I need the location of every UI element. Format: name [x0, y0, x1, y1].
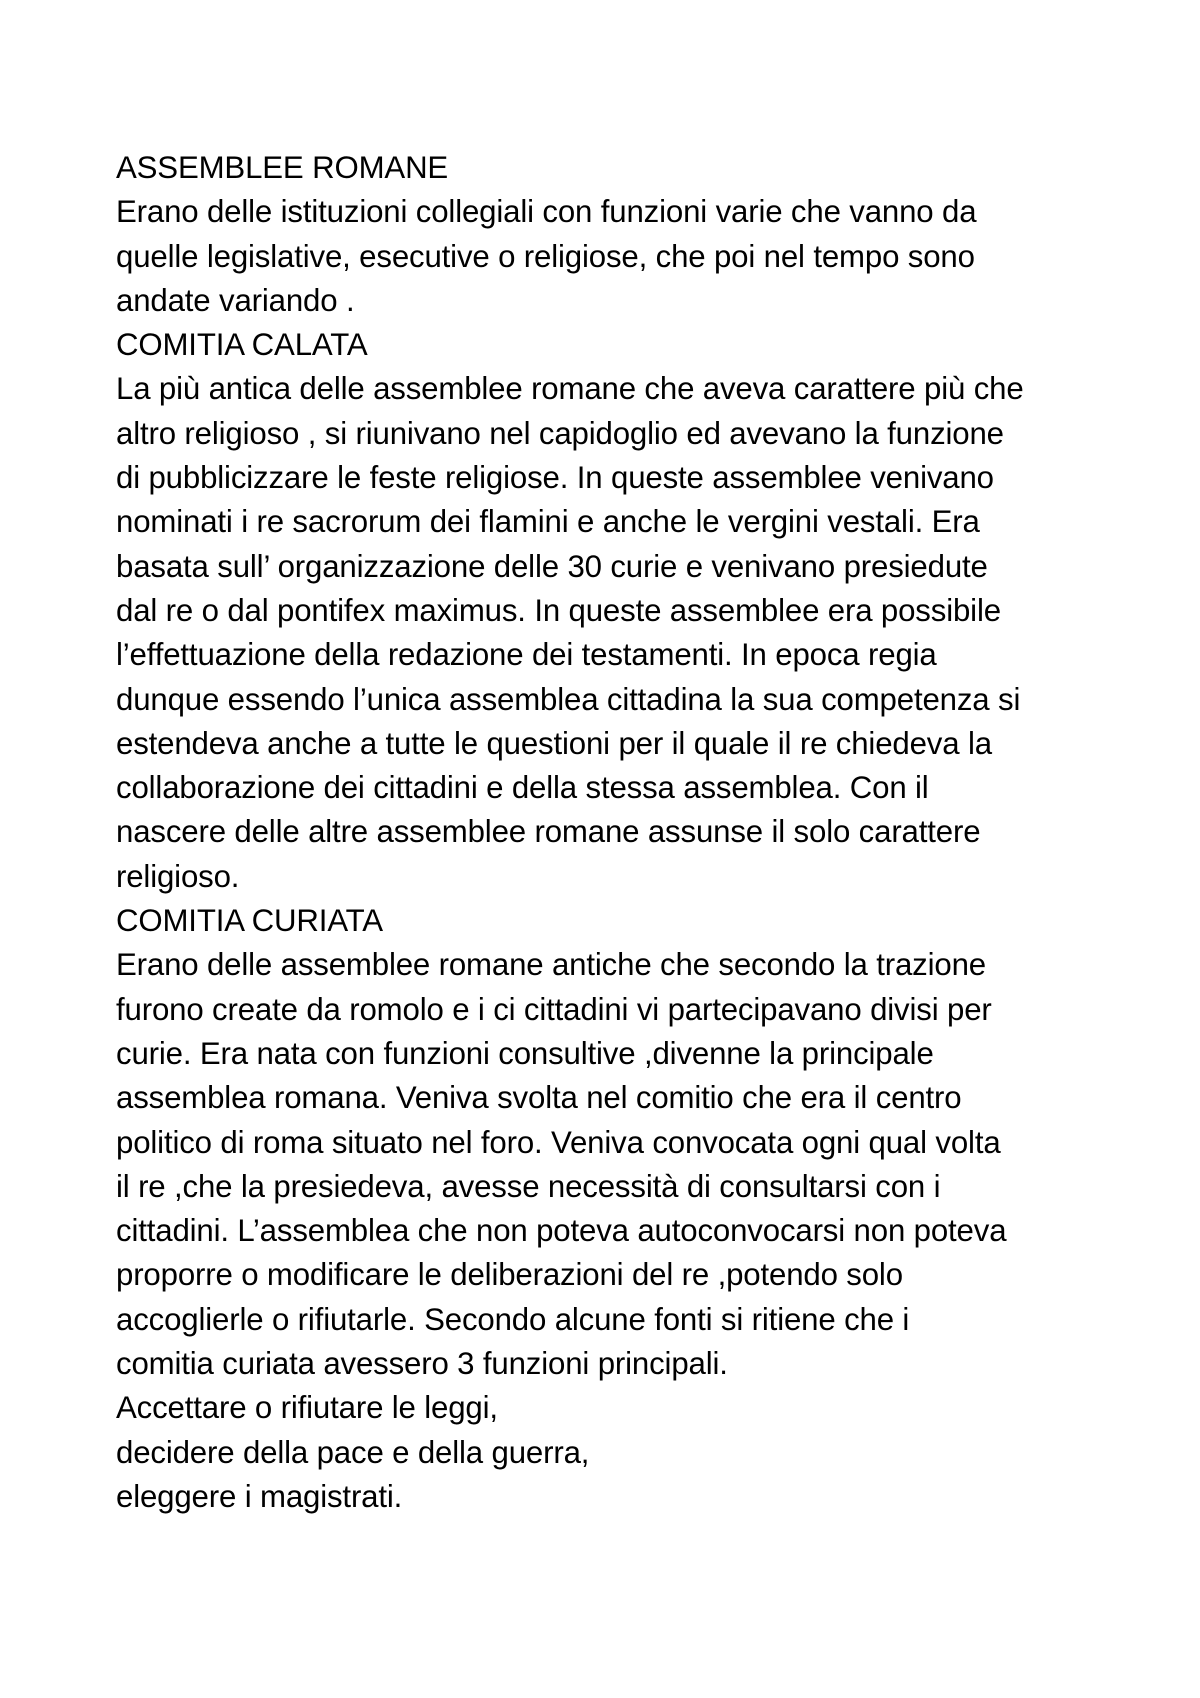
document-body	[116, 146, 1116, 1519]
heading-assemblee-romane: ASSEMBLEE ROMANE	[116, 150, 449, 185]
heading-comitia-curiata: COMITIA CURIATA	[116, 903, 383, 939]
text-line: politico di roma situato nel foro. Veniva convocata ogni qual volta	[116, 1124, 1001, 1160]
text-line: dal re o dal pontifex maximus. In queste assemblee era possibile	[116, 592, 1001, 628]
text-line: furono create da romolo e i ci cittadini vi partecipavano divisi per	[116, 991, 992, 1027]
text-line: accoglierle o rifiutarle. Secondo alcune fonti si ritiene che i	[116, 1301, 910, 1337]
text-line: religioso.	[116, 858, 240, 894]
text-line: estendeva anche a tutte le questioni per il quale il re chiedeva la	[116, 725, 992, 761]
text-line: comitia curiata avessero 3 funzioni principali.	[116, 1346, 728, 1382]
text-line: assemblea romana. Veniva svolta nel comitio che era il centro	[116, 1080, 962, 1116]
text-line: di pubblicizzare le feste religiose. In queste assemblee venivano	[116, 460, 994, 496]
list-item-leggi: Accettare o rifiutare le leggi,	[116, 1390, 498, 1426]
text-line: proporre o modificare le deliberazioni del re ,potendo solo	[116, 1257, 903, 1293]
text-line: basata sull’ organizzazione delle 30 curie e venivano presiedute	[116, 548, 988, 584]
text-line: nascere delle altre assemblee romane assunse il solo carattere	[116, 814, 981, 850]
heading-comitia-calata: COMITIA CALATA	[116, 327, 368, 363]
text-line: altro religioso , si riunivano nel capidoglio ed avevano la funzione	[116, 415, 1004, 451]
text-line: l’effettuazione della redazione dei testamenti. In epoca regia	[116, 637, 937, 673]
list-item-magistrati: eleggere i magistrati.	[116, 1478, 403, 1514]
text-line: Erano delle assemblee romane antiche che secondo la trazione	[116, 947, 986, 983]
text-line: nominati i re sacrorum dei flamini e anche le vergini vestali. Era	[116, 504, 980, 540]
text-line: dunque essendo l’unica assemblea cittadina la sua competenza si	[116, 681, 1021, 717]
list-item-pace-guerra: decidere della pace e della guerra,	[116, 1434, 590, 1470]
text-line: curie. Era nata con funzioni consultive ,divenne la principale	[116, 1035, 934, 1071]
text-line: Erano delle istituzioni collegiali con funzioni varie che vanno da	[116, 194, 977, 230]
text-line: il re ,che la presiedeva, avesse necessità di consultarsi con i	[116, 1168, 941, 1204]
text-line: quelle legislative, esecutive o religiose, che poi nel tempo sono	[116, 238, 975, 274]
text-line: La più antica delle assemblee romane che aveva carattere più che	[116, 371, 1024, 407]
text-line: cittadini. L’assemblea che non poteva autoconvocarsi non poteva	[116, 1213, 1007, 1249]
text-line: andate variando .	[116, 282, 355, 318]
text-line: collaborazione dei cittadini e della stessa assemblea. Con il	[116, 770, 929, 806]
